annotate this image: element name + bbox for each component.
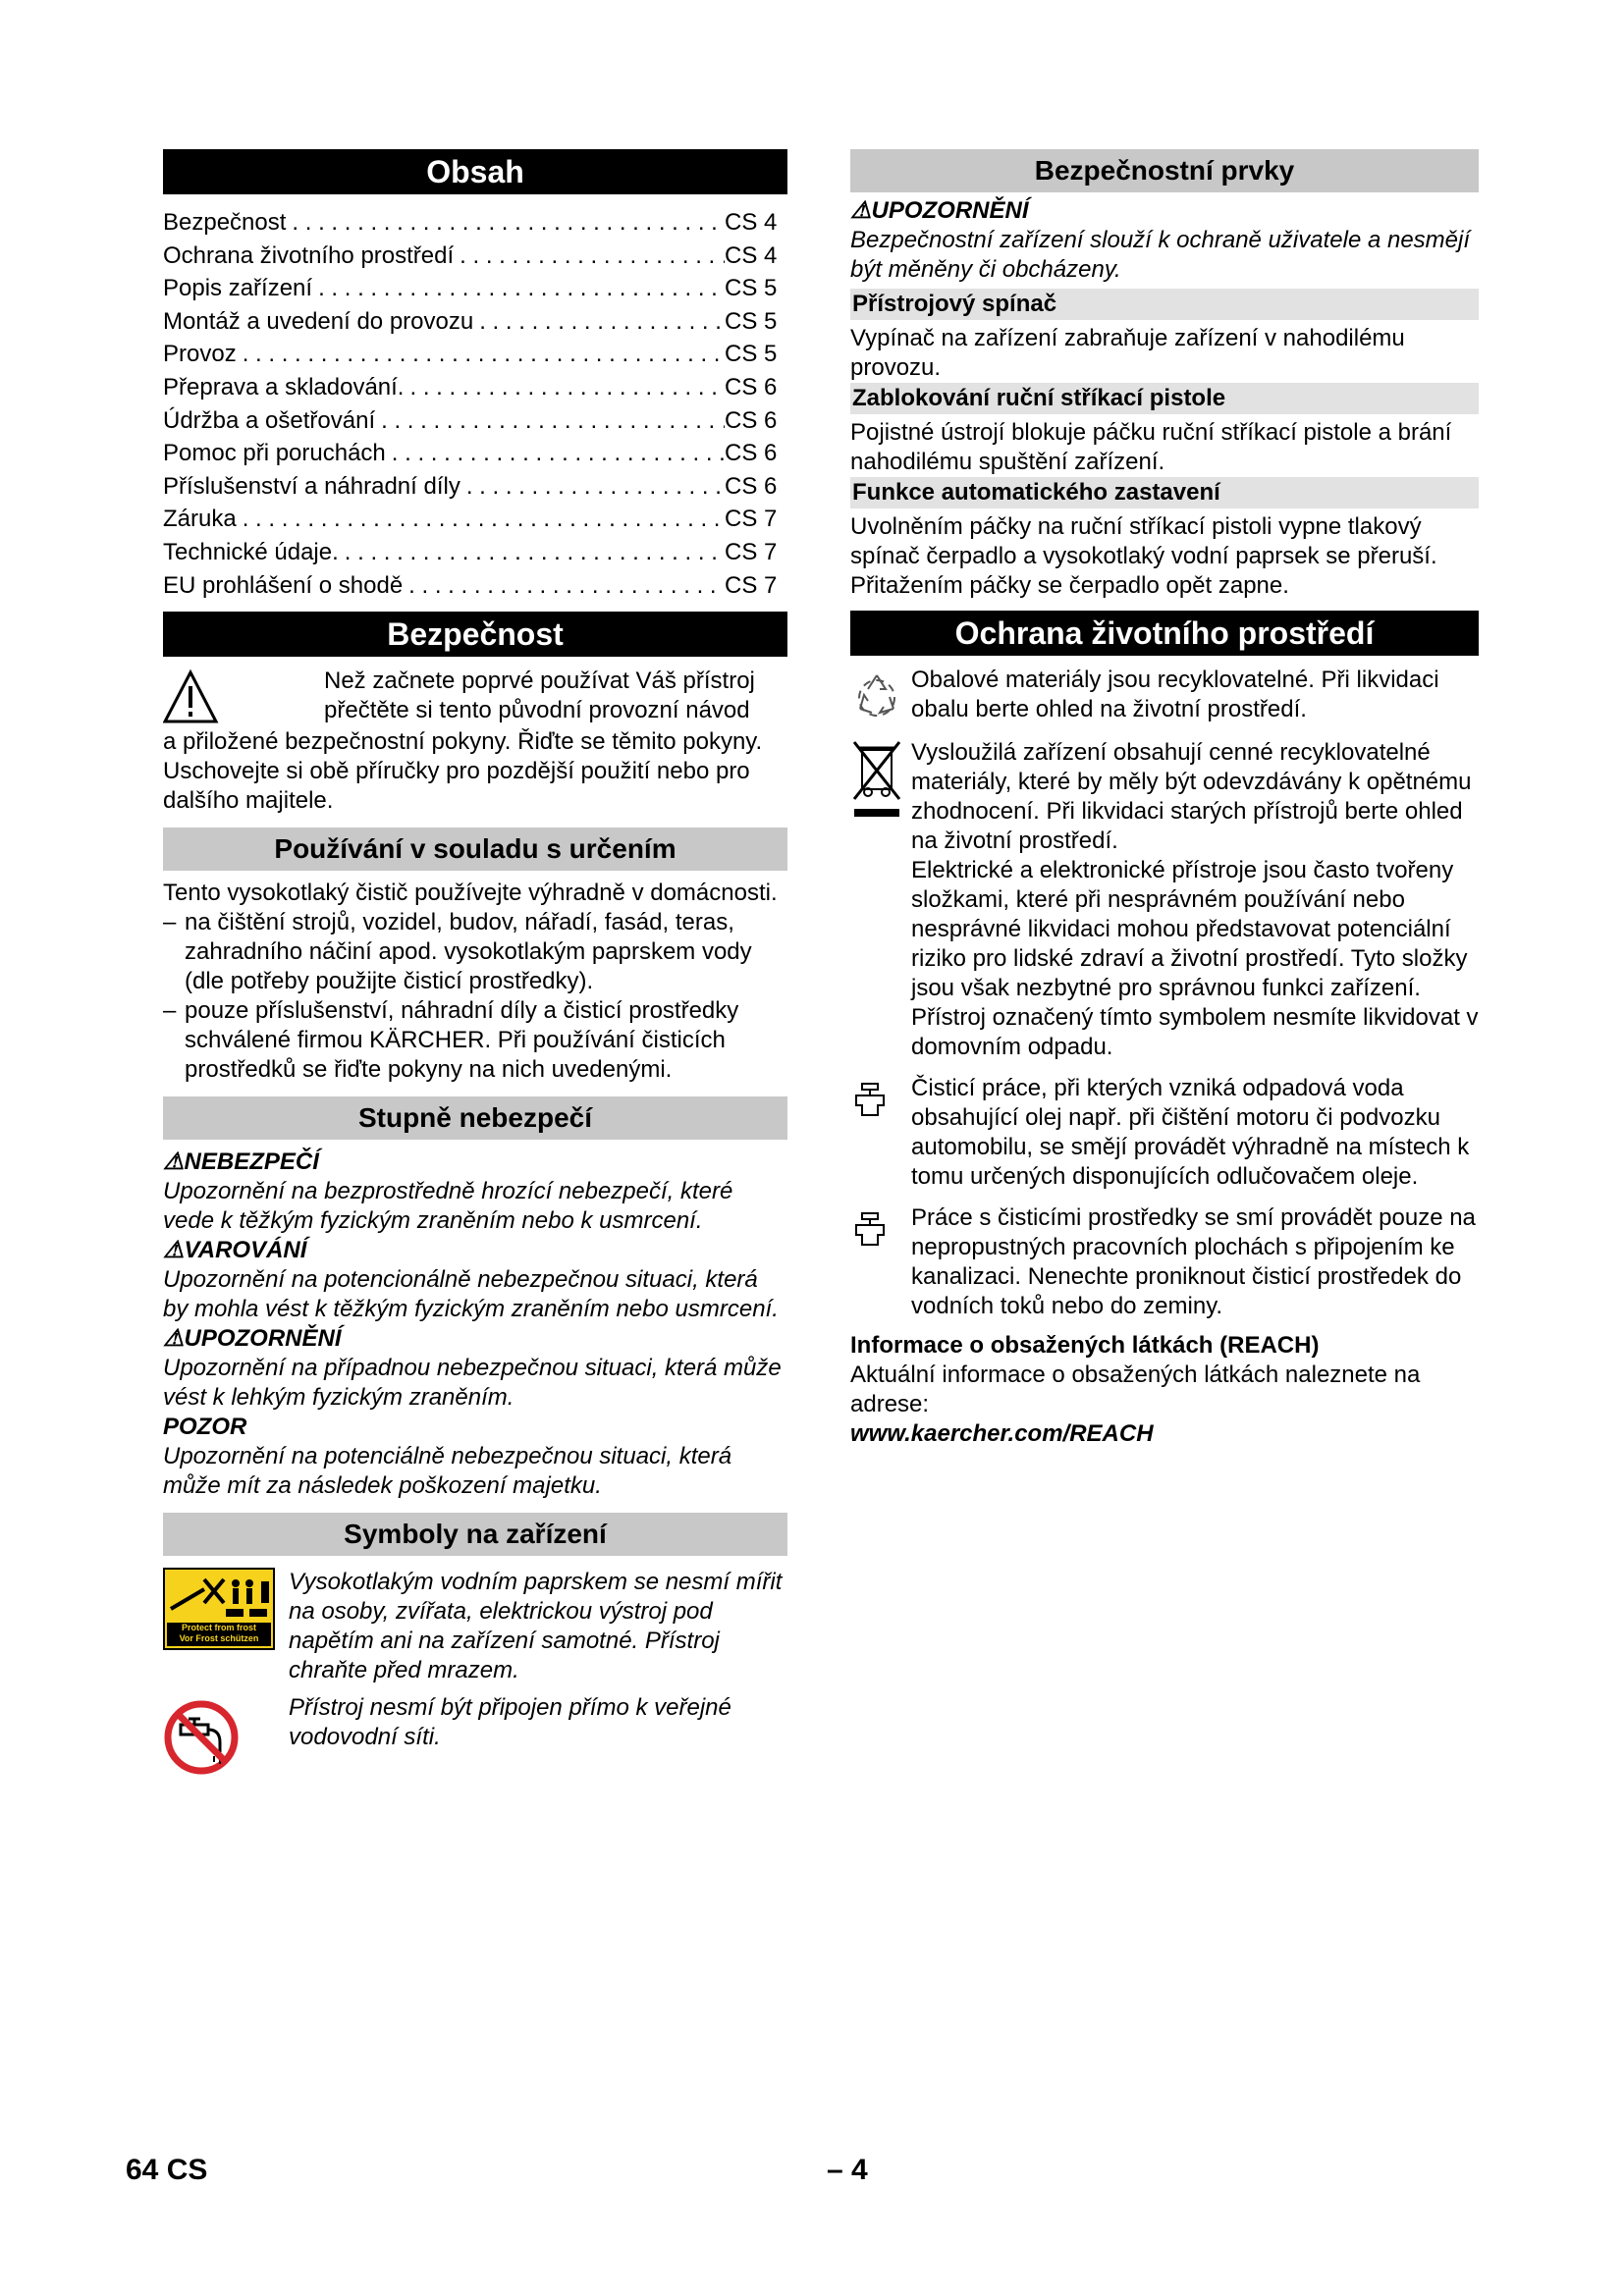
oil-separator-icon xyxy=(850,1080,890,1119)
hazard-text-notice: Upozornění na potenciálně nebezpečnou situaci, která může mít za následek poškození majetku. xyxy=(163,1443,732,1500)
toc-item-label: EU prohlášení o shodě xyxy=(163,571,404,599)
hazard-levels-title: Stupně nebezpečí xyxy=(163,1096,787,1140)
high-pressure-warning-label-icon xyxy=(163,1568,275,1650)
toc-item[interactable] xyxy=(163,536,787,569)
recycle-icon xyxy=(850,669,903,722)
left-column xyxy=(163,149,787,1784)
toc-item[interactable] xyxy=(163,272,787,305)
toc-item-label: Popis zařízení xyxy=(163,275,313,302)
section-title-gun-lock: Zablokování ruční stříkací pistole xyxy=(850,383,1479,414)
toc-item-label: Provoz xyxy=(163,341,237,368)
toc-item-label: Technické údaje. xyxy=(163,538,339,565)
toc-leader-dots xyxy=(403,569,725,603)
toc-item-label: Bezpečnost xyxy=(163,209,287,236)
toc-item-label: Montáž a uvedení do provozu xyxy=(163,307,474,335)
toc-list xyxy=(163,206,787,602)
weee-text-1: Vysloužilá zařízení obsahují cenné recyklovatelné materiály, které by měly být odevzdávány k opětnému zhodnocení. Při likvidaci starých přístrojů berte ohled na životní prostředí. xyxy=(911,739,1472,854)
toc-item[interactable] xyxy=(163,338,787,371)
reach-title: Informace o obsažených látkách (REACH) xyxy=(850,1332,1320,1359)
safety-devices-warning-text: Bezpečnostní zařízení slouží k ochraně uživatele a nesmějí být měněny či obcházeny. xyxy=(850,227,1471,283)
recycle-text: Obalové materiály jsou recyklovatelné. Při likvidaci obalu berte ohled na životní prostředí. xyxy=(911,667,1439,722)
environment-section xyxy=(850,611,1479,1449)
section-text-gun-lock: Pojistné ústrojí blokuje páčku ruční stříkací pistole a brání nahodilému spuštění zařízení. xyxy=(850,419,1452,475)
toc-item-label: Přeprava a skladování. xyxy=(163,373,405,400)
footer-page-number: – 4 xyxy=(827,2154,868,2186)
hazard-levels-section xyxy=(163,1096,787,1501)
hazard-label-notice: POZOR xyxy=(163,1414,247,1441)
section-title-auto-stop: Funkce automatického zastavení xyxy=(850,477,1479,508)
list-item: – pouze příslušenství, náhradní díly a čisticí prostředky schválené firmou KÄRCHER. Při používání čisticích prostředků se řiďte pokyny na nich uvedenými. xyxy=(163,997,739,1084)
safety-section xyxy=(163,612,787,816)
weee-text-2: Elektrické a elektronické přístroje jsou často tvořeny složkami, které při nesprávném používání nebo nesprávné likvidaci mohou představovat potenciální riziko pro lidské zdraví a životní prostředí. Tyto složky jsou však nezbytné pro správnou funkci zařízení. Přístroj označený tímto symbolem nesmíte likvidovat v domovním odpadu. xyxy=(911,857,1479,1060)
safety-symbols xyxy=(163,668,316,727)
no-direct-connection-icon xyxy=(163,1699,240,1776)
toc-item[interactable] xyxy=(163,305,787,339)
toc-leader-dots xyxy=(375,404,725,438)
toc-leader-dots xyxy=(312,272,725,305)
toc-leader-dots xyxy=(237,503,725,536)
toc-item-page: CS 7 xyxy=(725,571,778,599)
hazard-text-caution: Upozornění na případnou nebezpečnou situaci, která může vést k lehkým fyzickým zraněním. xyxy=(163,1355,782,1412)
toc-item-page: CS 5 xyxy=(725,275,778,302)
reach-url[interactable]: www.kaercher.com/REACH xyxy=(850,1420,1154,1447)
toc-item-label: Pomoc při poruchách xyxy=(163,440,386,467)
toc-item[interactable] xyxy=(163,206,787,240)
proper-use-list xyxy=(163,908,787,1085)
safety-intro-rest: a přiložené bezpečnostní pokyny. Řiďte se těmito pokyny. Uschovejte si obě příručky pro pozdější použití nebo pro dalšího majitele. xyxy=(163,728,763,815)
toc-item-label: Ochrana životního prostředí xyxy=(163,241,455,269)
safety-devices-section xyxy=(850,149,1479,601)
warning-icon xyxy=(163,668,316,727)
section-title-switch: Přístrojový spínač xyxy=(850,289,1479,320)
hazard-label-danger: ⚠NEBEZPEČÍ xyxy=(163,1148,319,1176)
toc-item-label: Údržba a ošetřování xyxy=(163,406,376,434)
toc-leader-dots xyxy=(473,305,725,339)
toc-leader-dots xyxy=(286,206,725,240)
device-symbol-text-1: Vysokotlakým vodním paprskem se nesmí mířit na osoby, zvířata, elektrickou výstroj pod napětím ani na zařízení samotné. Přístroj chraňte před mrazem. xyxy=(289,1569,783,1684)
toc-item-page: CS 7 xyxy=(725,538,778,565)
toc-item-page: CS 4 xyxy=(725,209,778,236)
toc-item[interactable] xyxy=(163,371,787,404)
toc-item[interactable] xyxy=(163,240,787,273)
device-symbols-title: Symboly na zařízení xyxy=(163,1513,787,1556)
device-symbols-section xyxy=(163,1513,787,1784)
safety-devices-warning-label: ⚠UPOZORNĚNÍ xyxy=(850,197,1029,224)
toc-item[interactable] xyxy=(163,569,787,603)
safety-intro-first: Než začnete poprvé používat Váš přístroj přečtěte si tento původní provozní návod xyxy=(324,667,755,724)
proper-use-text: Tento vysokotlaký čistič používejte výhradně v domácnosti. xyxy=(163,880,778,907)
toc-item-page: CS 6 xyxy=(725,406,778,434)
toc-item[interactable] xyxy=(163,404,787,438)
list-item: – na čištění strojů, vozidel, budov, nářadí, fasád, teras, zahradního náčiní apod. vysokotlakým paprskem vody (dle potřeby použijte čisticí prostředky). xyxy=(163,909,752,995)
crossed-out-bin-icon xyxy=(850,738,903,823)
oil-text: Čisticí práce, při kterých vzniká odpadová voda obsahující olej např. při čištění motoru či podvozku automobilu, se smějí provádět výhradně na místech k tomu určených disponujících odlučovačem oleje. xyxy=(911,1075,1470,1190)
toc-leader-dots xyxy=(237,338,725,371)
detergent-icon xyxy=(850,1209,890,1249)
toc-item-label: Příslušenství a náhradní díly xyxy=(163,472,460,500)
toc-item-page: CS 6 xyxy=(725,472,778,500)
hazard-label-caution: ⚠UPOZORNĚNÍ xyxy=(163,1325,342,1353)
toc-item-page: CS 4 xyxy=(725,241,778,269)
label-line-en: Protect from frost xyxy=(181,1623,256,1633)
reach-text: Aktuální informace o obsažených látkách naleznete na adrese: xyxy=(850,1362,1421,1417)
toc-item[interactable] xyxy=(163,470,787,504)
toc-leader-dots xyxy=(339,536,725,569)
section-text-auto-stop: Uvolněním páčky na ruční stříkací pistoli vypne tlakový spínač čerpadlo a vysokotlaký vodní paprsek se přeruší. Přitažením páčky se čerpadlo opět zapne. xyxy=(850,513,1437,599)
toc-title: Obsah xyxy=(163,149,787,194)
environment-title: Ochrana životního prostředí xyxy=(850,611,1479,656)
toc-item-page: CS 7 xyxy=(725,506,778,533)
proper-use-title: Používání v souladu s určením xyxy=(163,828,787,871)
toc-item-page: CS 5 xyxy=(725,307,778,335)
hazard-label-warning: ⚠VAROVÁNÍ xyxy=(163,1237,307,1264)
toc-item-page: CS 6 xyxy=(725,440,778,467)
toc-section xyxy=(163,149,787,602)
toc-leader-dots xyxy=(404,371,725,404)
toc-item[interactable] xyxy=(163,503,787,536)
toc-item-page: CS 6 xyxy=(725,373,778,400)
toc-leader-dots xyxy=(460,470,725,504)
toc-item-label: Záruka xyxy=(163,506,237,533)
safety-title: Bezpečnost xyxy=(163,612,787,657)
toc-leader-dots xyxy=(454,240,725,273)
hazard-text-warning: Upozornění na potencionálně nebezpečnou situaci, která by mohla vést k těžkým fyzickým zraněním nebo usmrcení. xyxy=(163,1266,779,1323)
device-symbol-text-2: Přístroj nesmí být připojen přímo k veřejné vodovodní síti. xyxy=(289,1694,731,1751)
detergent-text: Práce s čisticími prostředky se smí provádět pouze na nepropustných pracovních plochách s připojením ke kanalizaci. Nenechte proniknout čisticí prostředek do vodních toků nebo do zeminy. xyxy=(911,1204,1476,1319)
label-line-de: Vor Frost schützen xyxy=(179,1633,259,1644)
safety-devices-title: Bezpečnostní prvky xyxy=(850,149,1479,192)
toc-leader-dots xyxy=(386,437,725,470)
proper-use-section xyxy=(163,828,787,1085)
footer-page-label: 64 CS xyxy=(126,2154,208,2186)
right-column xyxy=(850,149,1479,1449)
toc-item[interactable] xyxy=(163,437,787,470)
section-text-switch: Vypínač na zařízení zabraňuje zařízení v nahodilému provozu. xyxy=(850,325,1405,381)
safety-intro xyxy=(163,667,787,816)
hazard-text-danger: Upozornění na bezprostředně hrozící nebezpečí, které vede k těžkým fyzickým zraněním nebo k usmrcení. xyxy=(163,1178,733,1235)
toc-item-page: CS 5 xyxy=(725,341,778,368)
